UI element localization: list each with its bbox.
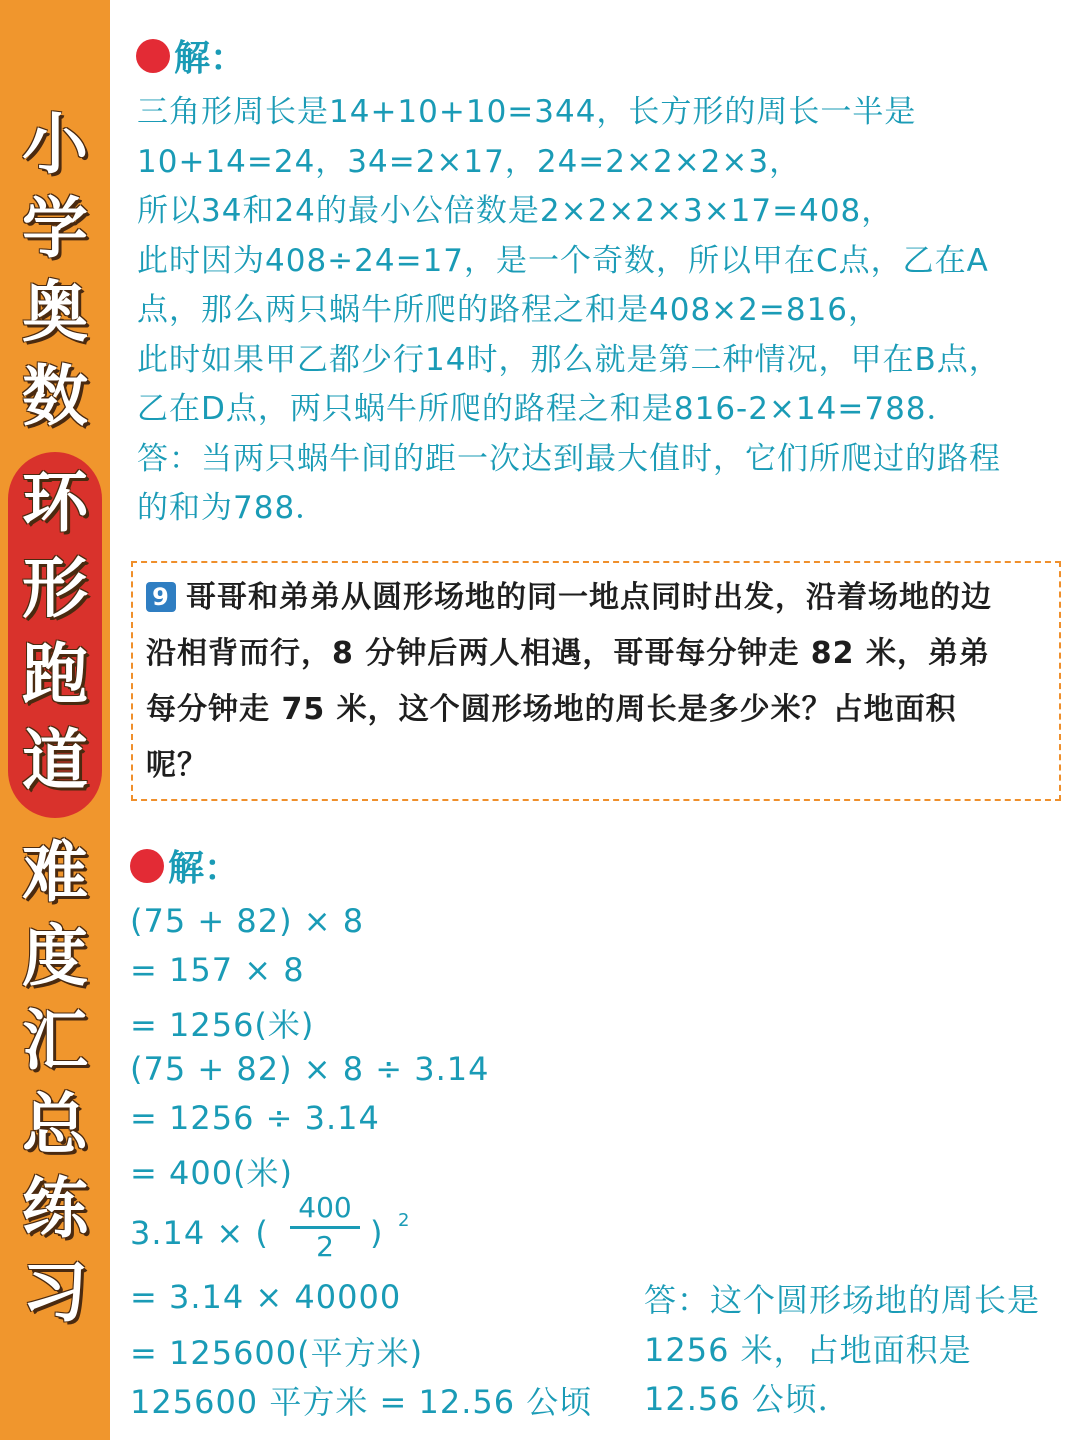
solution-1-body — [137, 88, 1057, 534]
solution-heading — [130, 840, 240, 891]
sidebar-char: 学 — [22, 190, 88, 267]
answer-line: 12.56 公顷． — [644, 1380, 851, 1418]
calc-line: = 157 × 8 — [130, 951, 305, 989]
question-number-badge: 9 — [146, 582, 176, 612]
solution-line: 10+14=24，34=2×17，24=2×2×2×3， — [137, 143, 802, 180]
sidebar-char: 度 — [22, 918, 88, 995]
solution-heading — [136, 30, 246, 81]
sidebar-char: 习 — [22, 1254, 88, 1331]
solution-heading-text: 解： — [168, 848, 241, 889]
solution-line: 点，那么两只蜗牛所爬的路程之和是408×2=816， — [137, 292, 881, 328]
solution-line: 此时因为408÷24=17，是一个奇数，所以甲在C点，乙在A — [137, 242, 989, 279]
fraction-numerator: 400 — [298, 1191, 352, 1224]
calc-line: = 3.14 × 40000 — [130, 1278, 402, 1316]
sidebar-char: 总 — [22, 1086, 88, 1163]
calc-line: = 125600(平方米) — [130, 1334, 424, 1372]
calc-line: = 1256(米) — [130, 1006, 315, 1044]
calc-line: (75 + 82) × 8 — [130, 902, 365, 940]
solution-line: 三角形周长是14+10+10=344，长方形的周长一半是 — [137, 94, 917, 130]
sidebar-char: 数 — [22, 358, 88, 435]
red-dot-icon — [130, 849, 164, 883]
sidebar-char: 奥 — [22, 274, 88, 351]
question-line: 呢？ — [146, 748, 208, 783]
answer-line: 答：这个圆形场地的周长是 — [644, 1281, 1041, 1319]
red-dot-icon — [136, 39, 170, 73]
sidebar-char: 难 — [22, 834, 88, 911]
question-text — [146, 570, 1046, 794]
question-line: 哥哥和弟弟从圆形场地的同一地点同时出发，沿着场地的边 — [186, 580, 992, 615]
sidebar-char: 环 — [22, 464, 88, 541]
answer-line: 1256 米，占地面积是 — [644, 1330, 972, 1369]
solution-line: 此时如果甲乙都少行14时，那么就是第二种情况，甲在B点， — [137, 341, 1001, 378]
sidebar-char: 汇 — [22, 1002, 88, 1079]
calc-line: (75 + 82) × 8 ÷ 3.14 — [130, 1050, 490, 1088]
fraction-bar — [290, 1226, 360, 1229]
sidebar-char: 练 — [22, 1170, 88, 1247]
solution-line: 乙在D点，两只蜗牛所爬的路程之和是816-2×14=788． — [137, 391, 959, 427]
area-exponent: 2 — [398, 1210, 411, 1231]
sidebar-char: 小 — [22, 106, 88, 183]
question-line: 沿相背而行，8 分钟后两人相遇，哥哥每分钟走 82 米，弟弟 — [146, 636, 990, 671]
question-line: 每分钟走 75 米，这个圆形场地的周长是多少米？占地面积 — [146, 692, 957, 727]
solution-line: 答：当两只蜗牛间的距一次达到最大值时，它们所爬过的路程 — [137, 440, 1001, 477]
area-fraction — [290, 1192, 360, 1263]
sidebar-char: 形 — [22, 550, 88, 627]
sidebar-char: 跑 — [22, 636, 88, 713]
answer-text — [644, 1276, 1064, 1425]
fraction-denominator: 2 — [316, 1230, 334, 1263]
solution-line: 的和为788． — [137, 490, 328, 526]
calc-line: 125600 平方米 = 12.56 公顷 — [130, 1383, 593, 1421]
solution-line: 所以34和24的最小公倍数是2×2×2×3×17=408， — [137, 193, 894, 229]
sidebar-char: 道 — [22, 722, 88, 799]
calc-line: = 1256 ÷ 3.14 — [130, 1099, 380, 1137]
area-formula-suffix: ) — [370, 1214, 384, 1252]
area-formula-prefix: 3.14 × ( — [130, 1214, 269, 1252]
calc-line: = 400(米) — [130, 1154, 294, 1192]
solution-heading-text: 解： — [174, 38, 247, 79]
